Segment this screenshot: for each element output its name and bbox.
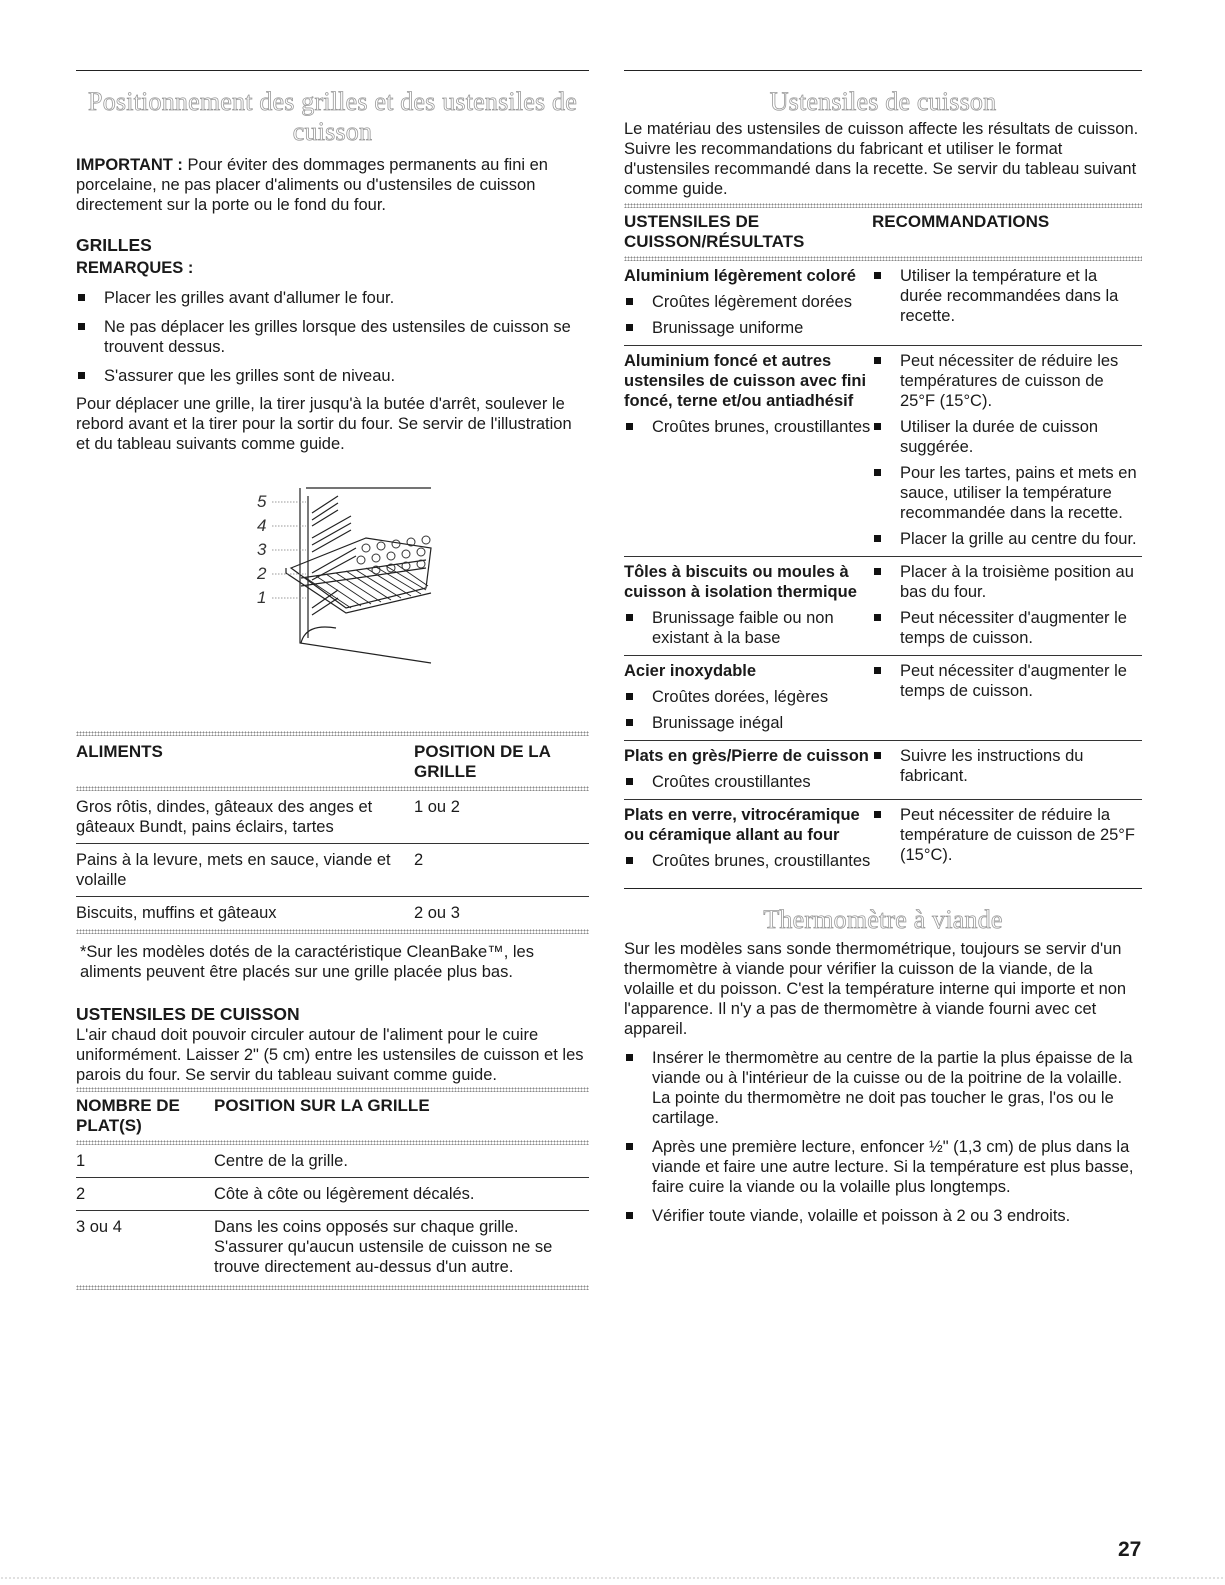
table-row <box>624 557 1142 655</box>
list-item: Placer à la troisième position au bas du four. <box>872 562 1142 602</box>
list-item: Croûtes dorées, légères <box>624 687 872 707</box>
table-row <box>624 656 1142 740</box>
left-column <box>76 70 589 1290</box>
page-bottom-edge <box>0 1576 1225 1580</box>
list-item: Brunissage faible ou non existant à la base <box>624 608 872 648</box>
cookware-table <box>624 203 1142 878</box>
food-cell: Biscuits, muffins et gâteaux <box>76 904 277 922</box>
right-top-rule <box>624 70 1142 71</box>
cookware-name: Acier inoxydable <box>624 662 757 680</box>
plat-position-table <box>76 1087 589 1290</box>
table-header-row <box>76 736 589 786</box>
col-header-position-grille: POSITION SUR LA GRILLE <box>214 1096 430 1115</box>
list-item: Peut nécessiter de réduire les températures de cuisson de 25°F (15°C). <box>872 351 1142 411</box>
rack-label-1: 1 <box>257 588 267 607</box>
list-item: Placer les grilles avant d'allumer le four. <box>76 288 589 308</box>
table-header-row <box>76 1092 589 1140</box>
position-cell: 2 <box>414 851 424 869</box>
col-header-aliments: ALIMENTS <box>76 742 163 761</box>
list-item: Croûtes croustillantes <box>624 772 872 792</box>
remarques-list <box>76 288 589 386</box>
grilles-heading: GRILLES <box>76 235 152 255</box>
position-cell: Dans les coins opposés sur chaque grille. S'assurer qu'aucun ustensile de cuisson ne se trouve directement au-dessus d'un autre. <box>214 1218 553 1276</box>
position-cell: 1 ou 2 <box>414 798 460 816</box>
table-row <box>624 261 1142 345</box>
list-item: Brunissage uniforme <box>624 318 872 338</box>
important-paragraph <box>76 155 589 215</box>
col-header-nombre: NOMBRE DE PLAT(S) <box>76 1096 180 1135</box>
table-row <box>76 1145 589 1177</box>
cookware-name: Tôles à biscuits ou moules à cuisson à isolation thermique <box>624 563 857 601</box>
table-row <box>76 1178 589 1210</box>
rack-label-3: 3 <box>257 540 267 559</box>
ustensiles-heading: USTENSILES DE CUISSON <box>76 1004 300 1024</box>
rack-label-4: 4 <box>257 516 267 535</box>
cookware-name: Aluminium foncé et autres ustensiles de cuisson avec fini foncé, terne et/ou antiadhésif <box>624 352 867 410</box>
page-number: 27 <box>1118 1538 1142 1561</box>
ustensiles-paragraph: L'air chaud doit pouvoir circuler autour de l'aliment pour le cuire uniformément. Laisser 2" (5 cm) entre les ustensiles de cuisson et les parois du four. Se servir du tableau suivant comme guide. <box>76 1026 584 1084</box>
important-label: IMPORTANT : <box>76 156 183 174</box>
table-row <box>624 346 1142 556</box>
nombre-cell: 3 ou 4 <box>76 1218 122 1236</box>
list-item: Peut nécessiter d'augmenter le temps de cuisson. <box>872 661 1142 701</box>
table-header-row <box>624 208 1142 256</box>
right-column <box>624 70 1142 1226</box>
important-text: Pour éviter des dommages permanents au fini en porcelaine, ne pas placer d'aliments ou d'ustensiles de cuisson directement sur la porte ou le fond du four. <box>76 156 548 214</box>
food-cell: Gros rôtis, dindes, gâteaux des anges et gâteaux Bundt, pains éclairs, tartes <box>76 798 373 836</box>
table-row <box>76 1211 589 1285</box>
list-item: Placer la grille au centre du four. <box>872 529 1142 549</box>
left-top-rule <box>76 70 589 71</box>
table-row <box>76 897 589 929</box>
col-header-ustensiles: USTENSILES DE CUISSON/RÉSULTATS <box>624 212 805 251</box>
table-bottom-dots <box>76 1285 589 1290</box>
cookware-name: Aluminium légèrement coloré <box>624 267 856 285</box>
remarques-heading: REMARQUES : <box>76 259 194 277</box>
table-row <box>76 844 589 896</box>
list-item: Après une première lecture, enfoncer ½" (1,3 cm) de plus dans la viande et faire une autre lecture. Si la température est plus basse, faire cuire la viande ou la volaille plus longtemps. <box>624 1137 1142 1197</box>
food-position-table <box>76 731 589 934</box>
section-title-ustensiles: Ustensiles de cuisson <box>769 87 997 116</box>
table-row <box>76 791 589 843</box>
cleanbake-footnote: *Sur les modèles dotés de la caractéristique CleanBake™, les aliments peuvent être placés sur une grille placée plus bas. <box>80 943 534 981</box>
list-item: Utiliser la température et la durée recommandées dans la recette. <box>872 266 1142 326</box>
rack-position-labels <box>257 490 266 610</box>
position-cell: 2 ou 3 <box>414 904 460 922</box>
thermo-intro: Sur les modèles sans sonde thermométrique, toujours se servir d'un thermomètre à viande pour vérifier la cuisson de la viande, de la volaille et du poisson. C'est la température interne qui importe et non l'apparence. Il n'y a pas de thermomètre à viande fourni avec cet appareil. <box>624 940 1127 1038</box>
col-header-recommandations: RECOMMANDATIONS <box>872 212 1050 231</box>
table-row <box>624 800 1142 878</box>
table-row <box>624 741 1142 799</box>
position-cell: Centre de la grille. <box>214 1152 348 1170</box>
position-cell: Côte à côte ou légèrement décalés. <box>214 1185 475 1203</box>
cookware-name: Plats en verre, vitrocéramique ou céramique allant au four <box>624 806 860 844</box>
list-item: S'assurer que les grilles sont de niveau. <box>76 366 589 386</box>
list-item: Peut nécessiter de réduire la température de cuisson de 25°F (15°C). <box>872 805 1142 865</box>
list-item: Croûtes légèrement dorées <box>624 292 872 312</box>
col-header-position: POSITION DE LA GRILLE <box>414 742 551 781</box>
list-item: Peut nécessiter d'augmenter le temps de cuisson. <box>872 608 1142 648</box>
food-cell: Pains à la levure, mets en sauce, viande et volaille <box>76 851 391 889</box>
oven-rack-illustration <box>76 468 589 713</box>
section-title-thermometre: Thermomètre à viande <box>763 905 1003 934</box>
rack-label-2: 2 <box>257 564 267 583</box>
list-item: Vérifier toute viande, volaille et poisson à 2 ou 3 endroits. <box>624 1206 1142 1226</box>
table-bottom-dots <box>76 929 589 934</box>
list-item: Utiliser la durée de cuisson suggérée. <box>872 417 1142 457</box>
thermo-top-rule <box>624 888 1142 889</box>
list-item: Suivre les instructions du fabricant. <box>872 746 1142 786</box>
rack-label-5: 5 <box>257 492 267 511</box>
move-rack-paragraph: Pour déplacer une grille, la tirer jusqu'à la butée d'arrêt, soulever le rebord avant et la tirer pour la sortir du four. Se servir de l'illustration et du tableau suivants comme guide. <box>76 395 572 453</box>
list-item: Croûtes brunes, croustillantes <box>624 851 872 871</box>
list-item: Brunissage inégal <box>624 713 872 733</box>
list-item: Insérer le thermomètre au centre de la partie la plus épaisse de la viande ou à l'intérieur de la cuisse ou de la poitrine de la volaille. La pointe du thermomètre ne doit pas toucher le gras, l'os ou le cartilage. <box>624 1048 1142 1128</box>
list-item: Croûtes brunes, croustillantes <box>624 417 872 437</box>
nombre-cell: 2 <box>76 1185 86 1203</box>
list-item: Pour les tartes, pains et mets en sauce, utiliser la température recommandée dans la recette. <box>872 463 1142 523</box>
nombre-cell: 1 <box>76 1152 86 1170</box>
ustensiles-intro: Le matériau des ustensiles de cuisson affecte les résultats de cuisson. Suivre les recommandations du fabricant et utiliser le format d'ustensiles recommandé dans la recette. Se servir du tableau suivant comme guide. <box>624 120 1139 198</box>
oven-rack-drawing <box>76 468 589 713</box>
list-item: Ne pas déplacer les grilles lorsque des ustensiles de cuisson se trouvent dessus. <box>76 317 589 357</box>
thermo-list <box>624 1048 1142 1226</box>
cookware-name: Plats en grès/Pierre de cuisson <box>624 747 869 765</box>
section-title-grilles: Positionnement des grilles et des ustensiles de cuisson <box>88 87 577 146</box>
